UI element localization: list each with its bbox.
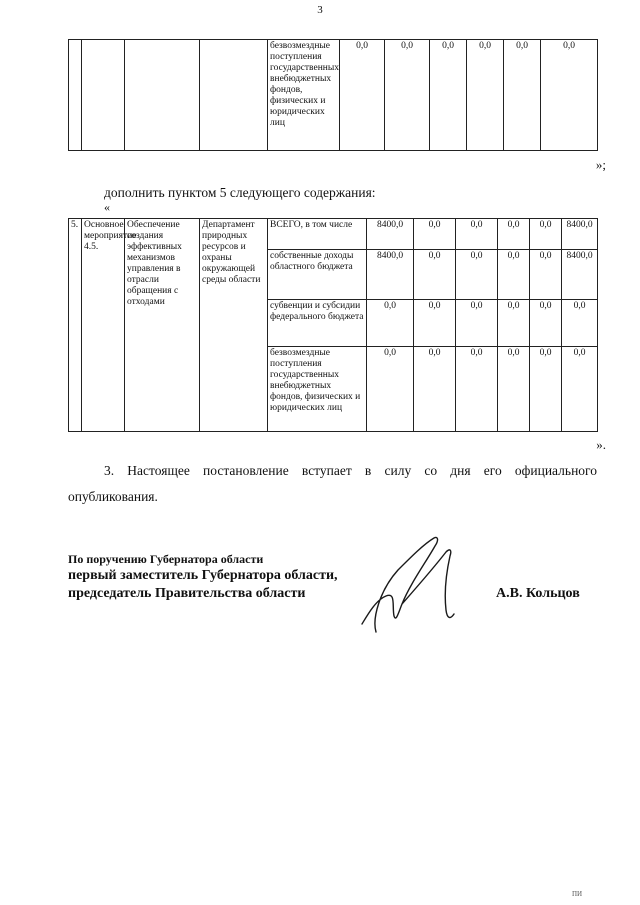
page-number: 3 bbox=[317, 4, 323, 16]
value-cell: 0,0 bbox=[562, 347, 598, 432]
value-cell: 0,0 bbox=[498, 300, 530, 347]
value-cell: 8400,0 bbox=[367, 219, 414, 250]
value-cell: 0,0 bbox=[367, 347, 414, 432]
value-cell: 0,0 bbox=[498, 250, 530, 300]
closing-quote: ». bbox=[596, 437, 606, 452]
cell-empty bbox=[69, 40, 82, 151]
signature-position-1: первый заместитель Губернатора области, bbox=[68, 568, 338, 583]
value-cell: 0,0 bbox=[504, 40, 541, 151]
value-cell: 0,0 bbox=[414, 347, 456, 432]
value-cell: 0,0 bbox=[456, 219, 498, 250]
table-row bbox=[69, 40, 598, 151]
intro-text: дополнить пунктом 5 следующего содержания: bbox=[104, 185, 376, 200]
value-cell: 0,0 bbox=[467, 40, 504, 151]
value-cell: 0,0 bbox=[530, 250, 562, 300]
cell-empty bbox=[125, 40, 200, 151]
footer-mark: ПИ bbox=[572, 890, 583, 898]
value-cell: 0,0 bbox=[456, 347, 498, 432]
value-cell: 0,0 bbox=[414, 250, 456, 300]
value-cell: 8400,0 bbox=[562, 250, 598, 300]
funding-source-label: собственные доходы областного бюджета bbox=[268, 250, 367, 300]
value-cell: 0,0 bbox=[562, 300, 598, 347]
value-cell: 0,0 bbox=[367, 300, 414, 347]
cell-empty bbox=[200, 40, 268, 151]
value-cell: 0,0 bbox=[414, 300, 456, 347]
value-cell: 0,0 bbox=[414, 219, 456, 250]
table-row bbox=[69, 219, 598, 250]
value-cell: 0,0 bbox=[541, 40, 598, 151]
funding-source-label: безвозмездные поступления государственных внебюджетных фондов, физических и юридических лиц bbox=[268, 40, 340, 151]
value-cell: 8400,0 bbox=[367, 250, 414, 300]
value-cell: 8400,0 bbox=[562, 219, 598, 250]
handwritten-signature bbox=[346, 530, 466, 640]
value-cell: 0,0 bbox=[340, 40, 385, 151]
signature-position-2: председатель Правительства области bbox=[68, 586, 306, 601]
event-description: Обеспечение создания эффективных механизмов управления в отрасли обращения с отходами bbox=[125, 219, 200, 432]
executor: Департамент природных ресурсов и охраны окружающей среды области bbox=[200, 219, 268, 432]
value-cell: 0,0 bbox=[498, 347, 530, 432]
value-cell: 0,0 bbox=[456, 300, 498, 347]
budget-table-item-5 bbox=[68, 218, 598, 432]
main-event: Основное мероприятие 4.5. bbox=[82, 219, 125, 432]
value-cell: 0,0 bbox=[530, 219, 562, 250]
budget-table-continuation bbox=[68, 39, 598, 151]
signature-by-order: По поручению Губернатора области bbox=[68, 552, 264, 566]
closing-quote: »; bbox=[595, 157, 606, 172]
signatory-name: А.В. Кольцов bbox=[496, 586, 580, 601]
value-cell: 0,0 bbox=[456, 250, 498, 300]
value-cell: 0,0 bbox=[430, 40, 467, 151]
funding-source-label: безвозмездные поступления государственных внебюджетных фондов, физических и юридических лиц bbox=[268, 347, 367, 432]
funding-source-label: субвенции и субсидии федерального бюджета bbox=[268, 300, 367, 347]
value-cell: 0,0 bbox=[498, 219, 530, 250]
cell-empty bbox=[82, 40, 125, 151]
funding-source-label: ВСЕГО, в том числе bbox=[268, 219, 367, 250]
item-number: 5. bbox=[69, 219, 82, 432]
opening-quote: « bbox=[104, 200, 110, 214]
value-cell: 0,0 bbox=[530, 300, 562, 347]
value-cell: 0,0 bbox=[530, 347, 562, 432]
paragraph-3: 3. Настоящее постановление вступает в силу со дня его официального опубликования. bbox=[68, 463, 597, 504]
value-cell: 0,0 bbox=[385, 40, 430, 151]
